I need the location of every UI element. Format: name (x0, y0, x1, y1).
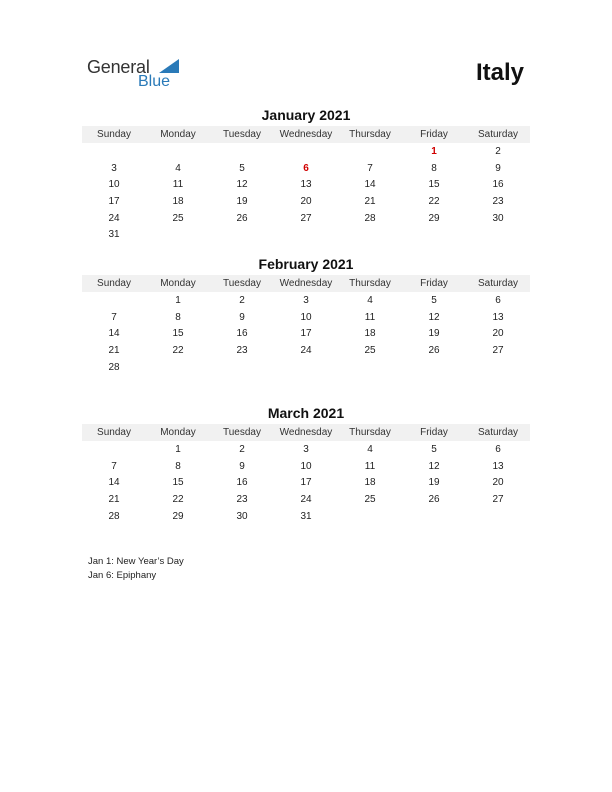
day-cell: 23 (492, 196, 504, 208)
day-cell: 15 (172, 328, 184, 340)
month-weeks (82, 293, 530, 376)
day-cell: 21 (364, 196, 376, 208)
day-cell: 29 (428, 212, 440, 224)
day-cell: 15 (428, 179, 440, 191)
day-cell: 2 (495, 146, 501, 157)
day-cell: 18 (364, 328, 376, 340)
day-cell: 6 (495, 295, 501, 306)
day-cell: 1 (175, 295, 181, 306)
week-row (82, 360, 530, 377)
day-cell: 5 (239, 162, 245, 174)
weekday-label: Saturday (477, 278, 519, 289)
day-cell: 11 (364, 460, 376, 472)
empty-day-cell (210, 144, 274, 161)
day-cell: 8 (175, 311, 181, 323)
day-cell: 6 (495, 444, 501, 455)
weekday-label: Wednesday (279, 129, 333, 140)
day-cell: 10 (300, 311, 312, 323)
day-cell: 24 (300, 345, 312, 357)
empty-day-cell (402, 360, 466, 377)
day-cell: 2 (239, 444, 245, 455)
weekday-label: Sunday (97, 427, 131, 438)
day-cell: 27 (492, 494, 504, 506)
day-cell: 23 (236, 494, 248, 506)
day-cell: 2 (239, 295, 245, 306)
empty-day-cell (338, 144, 402, 161)
day-cell: 12 (428, 311, 440, 323)
day-cell: 7 (111, 311, 117, 323)
week-row (82, 293, 530, 310)
day-cell: 8 (431, 162, 437, 174)
weekday-label: Thursday (349, 129, 391, 140)
month-weeks (82, 442, 530, 525)
weekday-label: Monday (160, 427, 196, 438)
day-cell: 20 (492, 477, 504, 489)
weekday-label: Friday (420, 427, 448, 438)
day-cell: 29 (172, 510, 184, 522)
empty-day-cell (402, 227, 466, 244)
day-cell: 9 (239, 311, 245, 323)
day-cell: 25 (364, 345, 376, 357)
day-cell: 12 (428, 460, 440, 472)
empty-day-cell (274, 360, 338, 377)
day-cell: 21 (108, 345, 120, 357)
day-cell: 21 (108, 494, 120, 506)
country-title: Italy (475, 59, 524, 86)
weekday-label: Sunday (97, 129, 131, 140)
empty-day-cell (338, 509, 402, 526)
month-march (82, 404, 530, 525)
day-cell: 3 (111, 162, 117, 174)
holiday-day-cell: 6 (303, 162, 309, 174)
week-row (82, 459, 530, 476)
day-cell: 20 (492, 328, 504, 340)
day-cell: 10 (300, 460, 312, 472)
holiday-notes (88, 555, 184, 583)
logo-text-blue: Blue (138, 73, 171, 90)
empty-day-cell (274, 144, 338, 161)
day-cell: 11 (364, 311, 376, 323)
day-cell: 28 (108, 510, 120, 522)
week-row (82, 144, 530, 161)
week-row (82, 343, 530, 360)
month-title: January 2021 (261, 107, 351, 123)
empty-day-cell (82, 293, 146, 310)
day-cell: 5 (431, 444, 437, 455)
day-cell: 22 (172, 494, 184, 506)
day-cell: 30 (492, 212, 504, 224)
day-cell: 4 (367, 295, 373, 306)
weekday-label: Wednesday (279, 278, 333, 289)
empty-day-cell (466, 509, 530, 526)
empty-day-cell (210, 360, 274, 377)
weekday-label: Friday (420, 129, 448, 140)
day-cell: 3 (303, 444, 309, 455)
day-cell: 20 (300, 196, 312, 208)
month-january (82, 106, 530, 244)
weekday-header (82, 126, 530, 143)
day-cell: 19 (428, 328, 440, 340)
day-cell: 19 (236, 196, 248, 208)
empty-day-cell (146, 360, 210, 377)
month-february (82, 255, 530, 376)
empty-day-cell (402, 509, 466, 526)
empty-day-cell (146, 227, 210, 244)
day-cell: 8 (175, 460, 181, 472)
day-cell: 4 (175, 162, 181, 174)
day-cell: 1 (175, 444, 181, 455)
day-cell: 16 (492, 179, 504, 191)
weekday-label: Saturday (477, 129, 519, 140)
day-cell: 27 (492, 345, 504, 357)
day-cell: 26 (428, 345, 440, 357)
day-cell: 14 (108, 477, 120, 489)
month-weeks (82, 144, 530, 244)
day-cell: 7 (111, 460, 117, 472)
generalblue-logo (87, 56, 187, 92)
holiday-note: Jan 1: New Year’s Day (88, 556, 184, 567)
day-cell: 15 (172, 477, 184, 489)
logo-text-general: General (87, 57, 150, 77)
month-title: March 2021 (267, 405, 345, 421)
empty-day-cell (466, 360, 530, 377)
logo-triangle-icon (159, 59, 179, 73)
weekday-label: Saturday (477, 427, 519, 438)
day-cell: 28 (364, 212, 376, 224)
day-cell: 26 (428, 494, 440, 506)
day-cell: 12 (236, 179, 248, 191)
day-cell: 11 (172, 179, 184, 191)
day-cell: 23 (236, 345, 248, 357)
weekday-header (82, 275, 530, 292)
day-cell: 16 (236, 328, 248, 340)
day-cell: 13 (492, 460, 504, 472)
day-cell: 13 (300, 179, 312, 191)
day-cell: 9 (495, 162, 501, 174)
week-row (82, 211, 530, 228)
day-cell: 26 (236, 212, 248, 224)
weekday-label: Friday (420, 278, 448, 289)
empty-day-cell (466, 227, 530, 244)
day-cell: 22 (172, 345, 184, 357)
day-cell: 25 (172, 212, 184, 224)
day-cell: 16 (236, 477, 248, 489)
empty-day-cell (274, 227, 338, 244)
weekday-label: Sunday (97, 278, 131, 289)
day-cell: 27 (300, 212, 312, 224)
empty-day-cell (338, 227, 402, 244)
day-cell: 14 (364, 179, 376, 191)
day-cell: 4 (367, 444, 373, 455)
weekday-label: Monday (160, 129, 196, 140)
day-cell: 17 (300, 328, 312, 340)
day-cell: 24 (300, 494, 312, 506)
day-cell: 30 (236, 510, 248, 522)
day-cell: 7 (367, 162, 373, 174)
day-cell: 17 (108, 196, 120, 208)
day-cell: 18 (364, 477, 376, 489)
holiday-day-cell: 1 (431, 146, 437, 157)
day-cell: 13 (492, 311, 504, 323)
weekday-label: Wednesday (279, 427, 333, 438)
week-row (82, 442, 530, 459)
week-row (82, 326, 530, 343)
week-row (82, 475, 530, 492)
weekday-label: Monday (160, 278, 196, 289)
day-cell: 24 (108, 212, 120, 224)
weekday-label: Tuesday (223, 129, 261, 140)
empty-day-cell (338, 360, 402, 377)
week-row (82, 194, 530, 211)
day-cell: 19 (428, 477, 440, 489)
day-cell: 14 (108, 328, 120, 340)
day-cell: 10 (108, 179, 120, 191)
day-cell: 3 (303, 295, 309, 306)
week-row (82, 492, 530, 509)
week-row (82, 310, 530, 327)
day-cell: 17 (300, 477, 312, 489)
day-cell: 31 (300, 510, 312, 522)
weekday-label: Thursday (349, 278, 391, 289)
empty-day-cell (210, 227, 274, 244)
weekday-label: Tuesday (223, 278, 261, 289)
empty-day-cell (82, 144, 146, 161)
month-title: February 2021 (258, 256, 354, 272)
week-row (82, 509, 530, 526)
empty-day-cell (82, 442, 146, 459)
day-cell: 5 (431, 295, 437, 306)
holiday-note: Jan 6: Epiphany (88, 570, 157, 581)
day-cell: 22 (428, 196, 440, 208)
weekday-header (82, 424, 530, 441)
weekday-label: Thursday (349, 427, 391, 438)
week-row (82, 227, 530, 244)
empty-day-cell (146, 144, 210, 161)
day-cell: 31 (108, 229, 120, 241)
day-cell: 9 (239, 460, 245, 472)
week-row (82, 177, 530, 194)
day-cell: 25 (364, 494, 376, 506)
day-cell: 18 (172, 196, 184, 208)
week-row (82, 161, 530, 178)
day-cell: 28 (108, 361, 120, 373)
weekday-label: Tuesday (223, 427, 261, 438)
